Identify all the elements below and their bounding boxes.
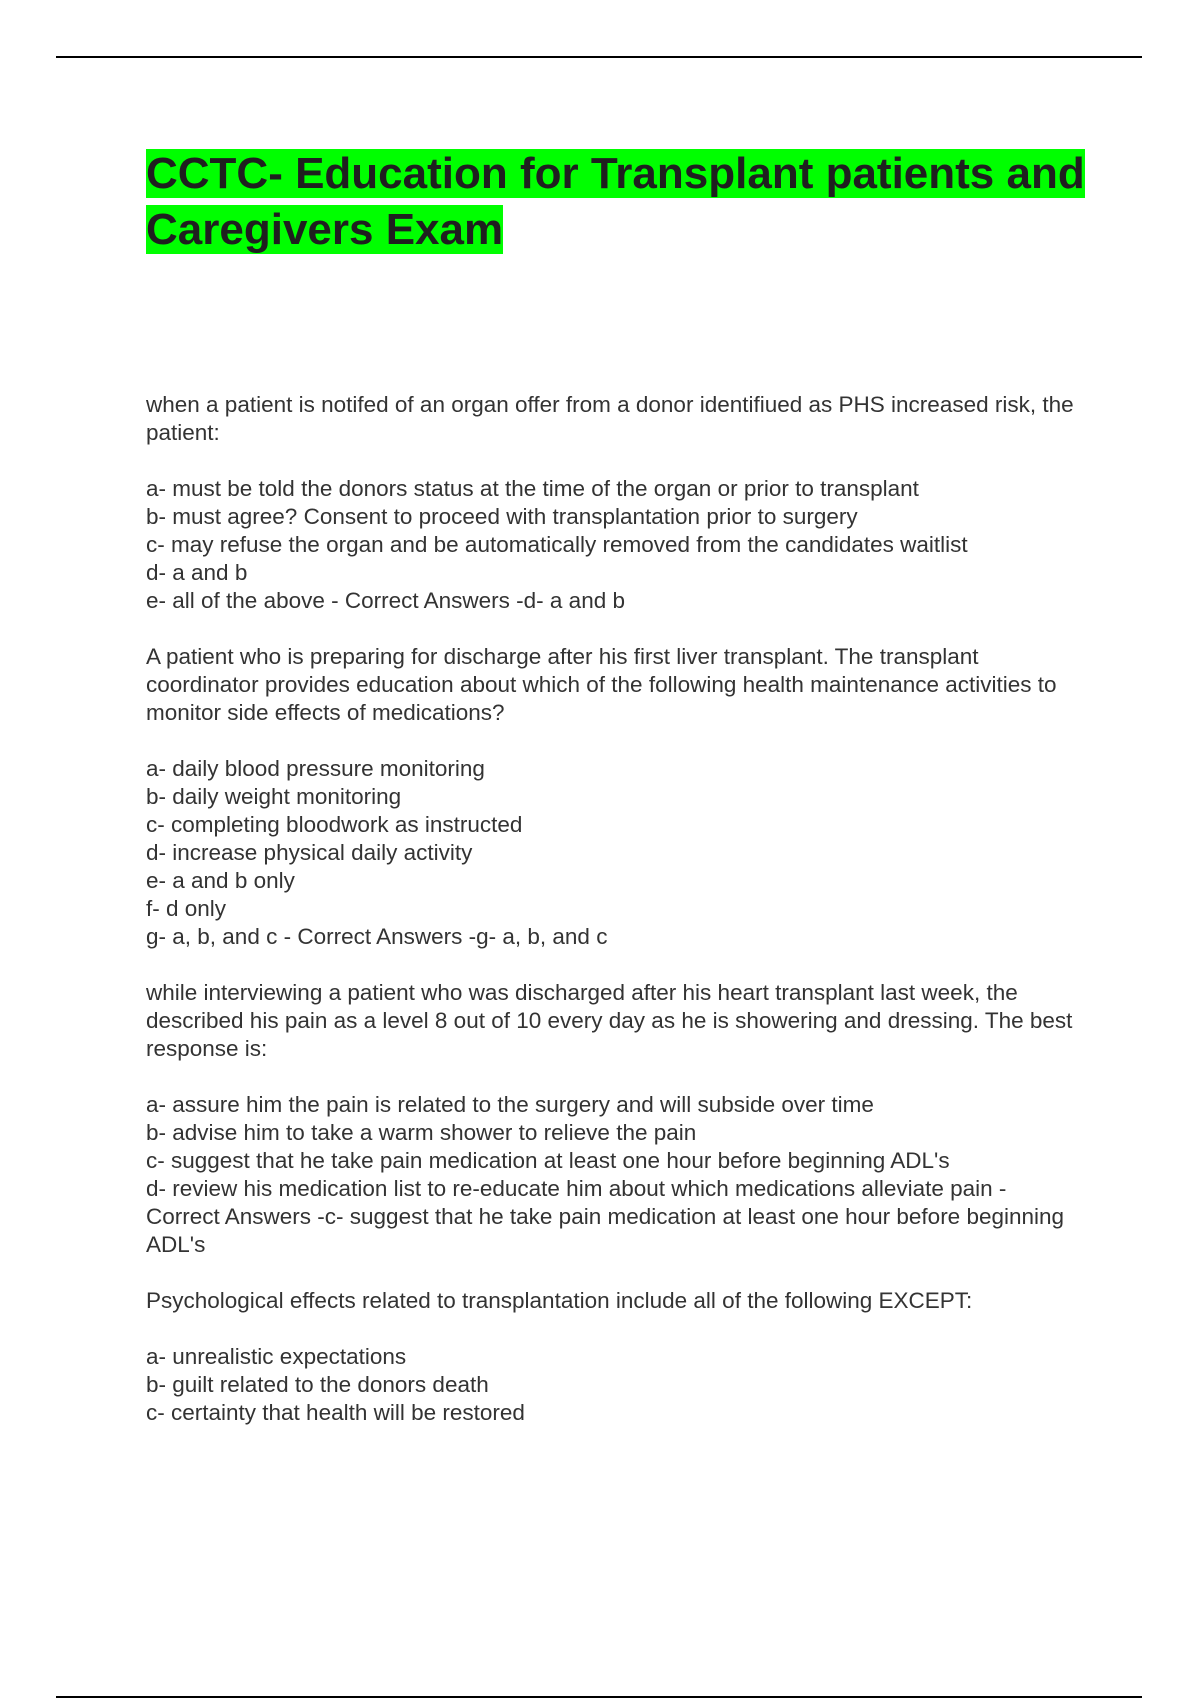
question-stem: Psychological effects related to transplantation include all of the following EXCEPT: [146,1288,973,1313]
page-content [146,146,1086,1455]
question-3 [146,979,1086,1259]
top-rule [56,56,1142,58]
option-a: a- assure him the pain is related to the surgery and will subside over time [146,1092,874,1117]
option-a: a- daily blood pressure monitoring [146,756,485,781]
question-4 [146,1287,1086,1427]
question-list [146,391,1086,1427]
question-stem: while interviewing a patient who was discharged after his heart transplant last week, the described his pain as a level 8 out of 10 every day as he is showering and dressing. The best response is: [146,980,1073,1061]
question-1 [146,391,1086,615]
answer-options [146,1091,1086,1259]
option-c: c- may refuse the organ and be automatically removed from the candidates waitlist [146,532,968,557]
option-f: f- d only [146,896,227,921]
title-highlight: CCTC- Education for Transplant patients and Caregivers Exam [146,149,1085,254]
option-c: c- suggest that he take pain medication at least one hour before beginning ADL's [146,1148,950,1173]
answer-options [146,475,1086,615]
option-g: g- a, b, and c - Correct Answers -g- a, b, and c [146,924,608,949]
option-b: b- guilt related to the donors death [146,1372,489,1397]
question-2 [146,643,1086,951]
option-d: d- a and b [146,560,248,585]
option-c: c- completing bloodwork as instructed [146,812,523,837]
option-a: a- must be told the donors status at the time of the organ or prior to transplant [146,476,919,501]
option-b: b- daily weight monitoring [146,784,402,809]
option-e: e- all of the above - Correct Answers -d- a and b [146,588,625,613]
question-stem: when a patient is notifed of an organ offer from a donor identifiued as PHS increased risk, the patient: [146,392,1074,445]
option-b: b- advise him to take a warm shower to relieve the pain [146,1120,697,1145]
option-c: c- certainty that health will be restored [146,1400,525,1425]
option-e: e- a and b only [146,868,295,893]
answer-options [146,1343,1086,1427]
question-stem: A patient who is preparing for discharge after his first liver transplant. The transplant coordinator provides education about which of the following health maintenance activities to monitor side effects of medications? [146,644,1057,725]
bottom-rule [56,1696,1142,1698]
option-a: a- unrealistic expectations [146,1344,407,1369]
document-title [146,146,1086,258]
option-d: d- increase physical daily activity [146,840,473,865]
option-d: d- review his medication list to re-educate him about which medications alleviate pain - Correct Answers -c- suggest that he take pain medication at least one hour before beginning ADL's [146,1176,1065,1257]
option-b: b- must agree? Consent to proceed with transplantation prior to surgery [146,504,858,529]
answer-options [146,755,1086,951]
